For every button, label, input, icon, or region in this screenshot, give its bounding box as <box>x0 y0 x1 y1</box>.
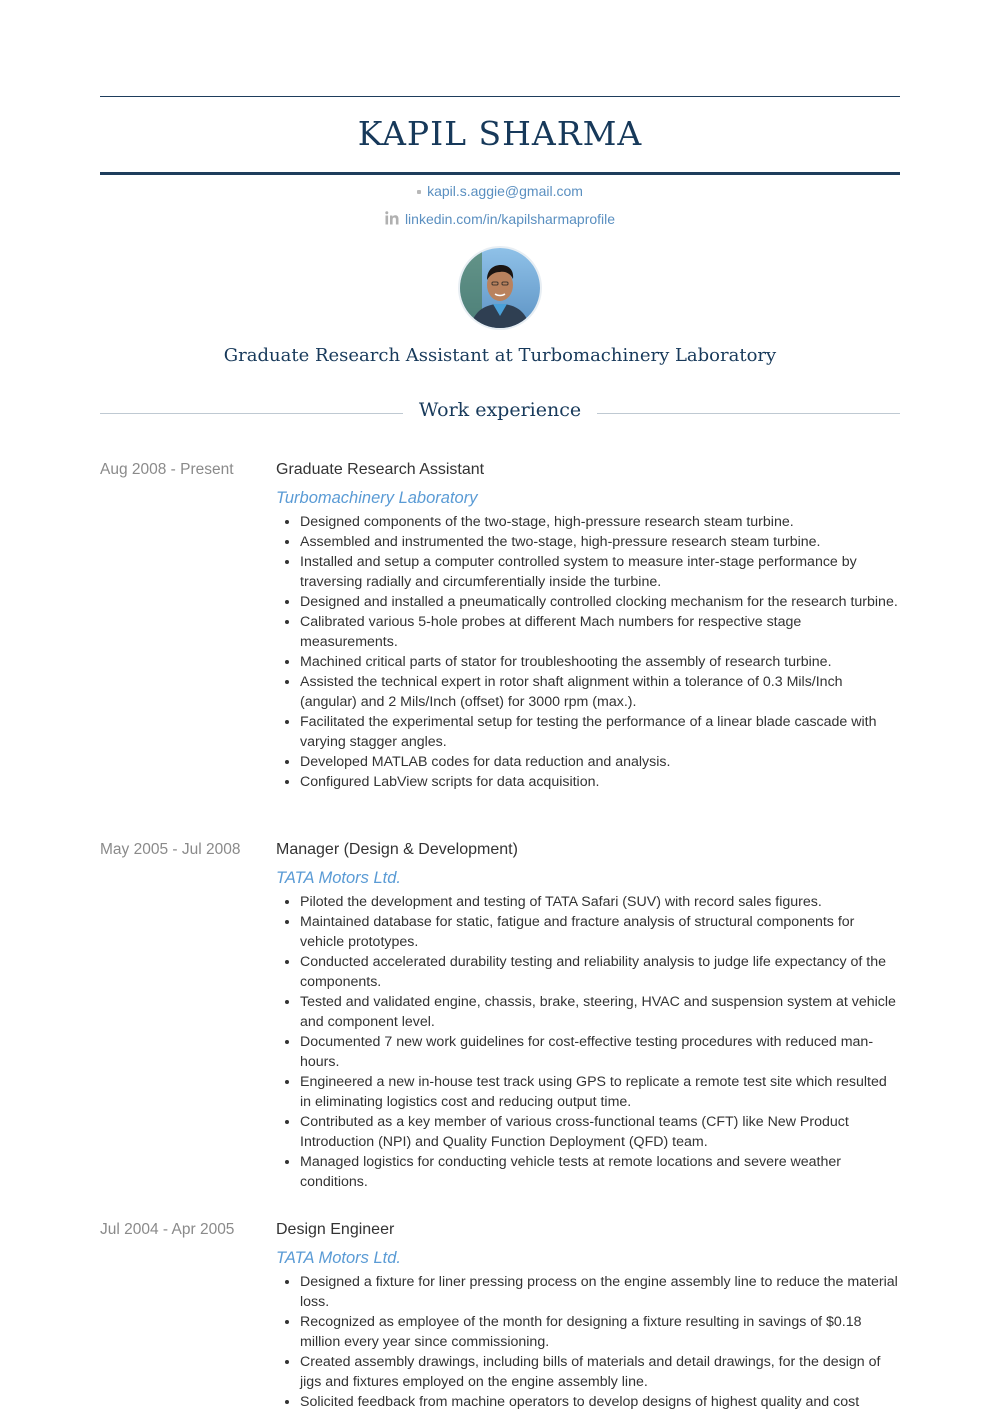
job-bullet: • Piloted the development and testing of TATA Safari (SUV) with record sales figures. <box>300 892 900 912</box>
job-bullets <box>276 512 900 792</box>
job-bullet: • Contributed as a key member of various cross-functional teams (CFT) like New Product Introduction (NPI) and Quality Function Deployment (QFD) team. <box>300 1112 900 1152</box>
job-bullet: • Machined critical parts of stator for troubleshooting the assembly of research turbine. <box>300 652 900 672</box>
job-role: Manager (Design & Development) <box>276 841 518 858</box>
job-bullet: • Installed and setup a computer controlled system to measure inter-stage performance by traversing radially and circumferentially inside the turbine. <box>300 552 900 592</box>
contact-linkedin-row <box>100 209 900 230</box>
job-bullet: • Designed a fixture for liner pressing process on the engine assembly line to reduce the material loss. <box>300 1272 900 1312</box>
job-bullet: • Managed logistics for conducting vehicle tests at remote locations and severe weather conditions. <box>300 1152 900 1192</box>
job-bullet: • Recognized as employee of the month for designing a fixture resulting in savings of $0.18 million every year since commissioning. <box>300 1312 900 1352</box>
job-bullets <box>276 892 900 1192</box>
avatar <box>460 248 540 328</box>
job-dates: Aug 2008 - Present <box>100 461 234 478</box>
job-bullets <box>276 1272 900 1412</box>
job-bullet: • Assembled and instrumented the two-stage, high-pressure research steam turbine. <box>300 532 900 552</box>
job-bullet: • Calibrated various 5-hole probes at different Mach numbers for respective stage measurements. <box>300 612 900 652</box>
job-bullet: • Developed MATLAB codes for data reduction and analysis. <box>300 752 900 772</box>
job-company: TATA Motors Ltd. <box>276 1249 401 1267</box>
job-bullet: • Solicited feedback from machine operators to develop designs of highest quality and cost <box>300 1392 900 1412</box>
candidate-name: KAPIL SHARMA <box>357 114 643 153</box>
job-role: Graduate Research Assistant <box>276 461 485 478</box>
job-company: TATA Motors Ltd. <box>276 869 401 887</box>
linkedin-icon <box>385 210 399 230</box>
job-bullet: • Assisted the technical expert in rotor shaft alignment within a tolerance of 0.3 Mils/Inch (angular) and 2 Mils/Inch (offset) for 3000 rpm (max.). <box>300 672 900 712</box>
job-dates: Jul 2004 - Apr 2005 <box>100 1221 235 1238</box>
job-bullet: • Configured LabView scripts for data acquisition. <box>300 772 900 792</box>
work-experience-heading <box>100 396 900 424</box>
job-bullet: • Facilitated the experimental setup for testing the performance of a linear blade cascade with varying stagger angles. <box>300 712 900 752</box>
job-bullet: • Created assembly drawings, including bills of materials and detail drawings, for the design of jigs and fixtures employed on the engine assembly line. <box>300 1352 900 1392</box>
job-bullet: • Documented 7 new work guidelines for cost-effective testing procedures with reduced man-hours. <box>300 1032 900 1072</box>
top-divider <box>100 96 900 97</box>
job-bullet: • Tested and validated engine, chassis, brake, steering, HVAC and suspension system at vehicle and component level. <box>300 992 900 1032</box>
job-bullet: • Maintained database for static, fatigue and fracture analysis of structural components for vehicle prototypes. <box>300 912 900 952</box>
name-divider <box>100 172 900 175</box>
job-bullet: • Designed and installed a pneumatically controlled clocking mechanism for the research turbine. <box>300 592 900 612</box>
contact-email-row <box>100 181 900 201</box>
profile-headline: Graduate Research Assistant at Turbomachinery Laboratory <box>223 345 777 366</box>
section-divider-right <box>597 413 900 414</box>
email-icon <box>417 190 421 194</box>
job-role: Design Engineer <box>276 1221 395 1238</box>
job-bullet: • Conducted accelerated durability testing and reliability analysis to judge life expectancy of the components. <box>300 952 900 992</box>
email-link[interactable]: kapil.s.aggie@gmail.com <box>427 183 583 199</box>
job-bullet: • Designed components of the two-stage, high-pressure research steam turbine. <box>300 512 900 532</box>
job-dates: May 2005 - Jul 2008 <box>100 841 241 858</box>
job-bullet: • Engineered a new in-house test track using GPS to replicate a remote test site which resulted in eliminating logistics cost and reducing output time. <box>300 1072 900 1112</box>
linkedin-link[interactable]: linkedin.com/in/kapilsharmaprofile <box>404 211 616 227</box>
section-title: Work experience <box>418 399 582 421</box>
job-company: Turbomachinery Laboratory <box>276 489 478 507</box>
